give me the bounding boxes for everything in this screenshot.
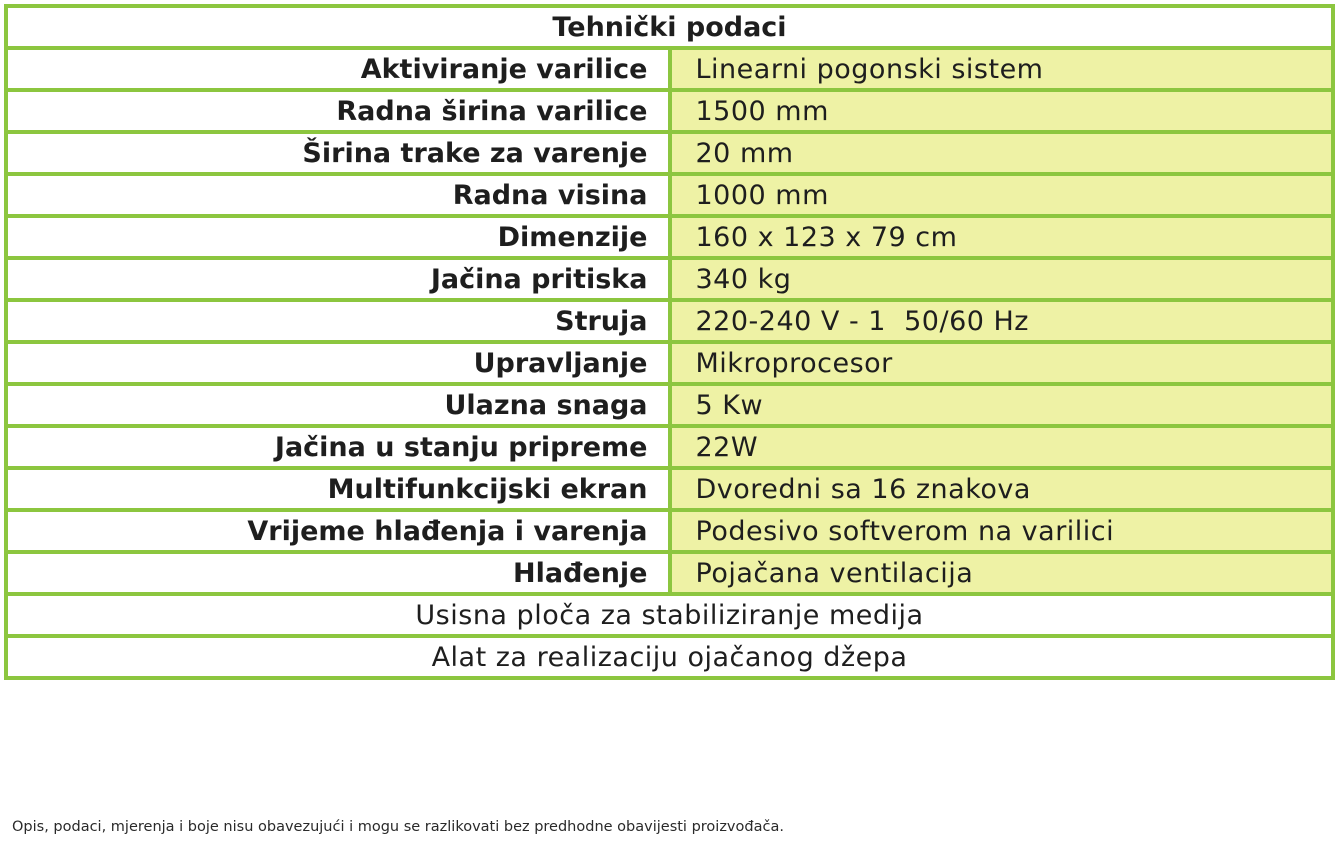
spec-label: Struja	[6, 300, 670, 342]
note-row	[6, 636, 1333, 678]
spec-value: 20 mm	[670, 132, 1334, 174]
spec-value: 340 kg	[670, 258, 1334, 300]
table-row	[6, 132, 1333, 174]
spec-label: Jačina u stanju pripreme	[6, 426, 670, 468]
spec-label: Jačina pritiska	[6, 258, 670, 300]
spec-value: Mikroprocesor	[670, 342, 1334, 384]
spec-label: Multifunkcijski ekran	[6, 468, 670, 510]
table-title: Tehnički podaci	[6, 6, 1333, 48]
table-row	[6, 258, 1333, 300]
spec-label: Širina trake za varenje	[6, 132, 670, 174]
spec-label: Radna visina	[6, 174, 670, 216]
spec-label: Ulazna snaga	[6, 384, 670, 426]
table-row	[6, 426, 1333, 468]
feature-note: Usisna ploča za stabiliziranje medija	[6, 594, 1333, 636]
spec-value: 1000 mm	[670, 174, 1334, 216]
table-row	[6, 48, 1333, 90]
spec-table-body	[6, 6, 1333, 678]
note-row	[6, 594, 1333, 636]
spec-value: Pojačana ventilacija	[670, 552, 1334, 594]
title-row	[6, 6, 1333, 48]
table-row	[6, 174, 1333, 216]
table-row	[6, 384, 1333, 426]
spec-value: Dvoredni sa 16 znakova	[670, 468, 1334, 510]
table-row	[6, 468, 1333, 510]
spec-label: Hlađenje	[6, 552, 670, 594]
feature-note: Alat za realizaciju ojačanog džepa	[6, 636, 1333, 678]
spec-table	[4, 4, 1335, 680]
spec-label: Radna širina varilice	[6, 90, 670, 132]
spec-label: Upravljanje	[6, 342, 670, 384]
table-row	[6, 300, 1333, 342]
table-row	[6, 552, 1333, 594]
table-row	[6, 216, 1333, 258]
spec-value: 1500 mm	[670, 90, 1334, 132]
spec-value: Linearni pogonski sistem	[670, 48, 1334, 90]
spec-value: 22W	[670, 426, 1334, 468]
spec-value: 5 Kw	[670, 384, 1334, 426]
table-row	[6, 342, 1333, 384]
spec-label: Dimenzije	[6, 216, 670, 258]
spec-value: 220-240 V - 1 50/60 Hz	[670, 300, 1334, 342]
spec-label: Vrijeme hlađenja i varenja	[6, 510, 670, 552]
table-row	[6, 510, 1333, 552]
disclaimer-text: Opis, podaci, mjerenja i boje nisu obavezujući i mogu se razlikovati bez predhodne obavijesti proizvođača.	[12, 819, 784, 835]
table-row	[6, 90, 1333, 132]
spec-label: Aktiviranje varilice	[6, 48, 670, 90]
spec-value: Podesivo softverom na varilici	[670, 510, 1334, 552]
spec-value: 160 x 123 x 79 cm	[670, 216, 1334, 258]
